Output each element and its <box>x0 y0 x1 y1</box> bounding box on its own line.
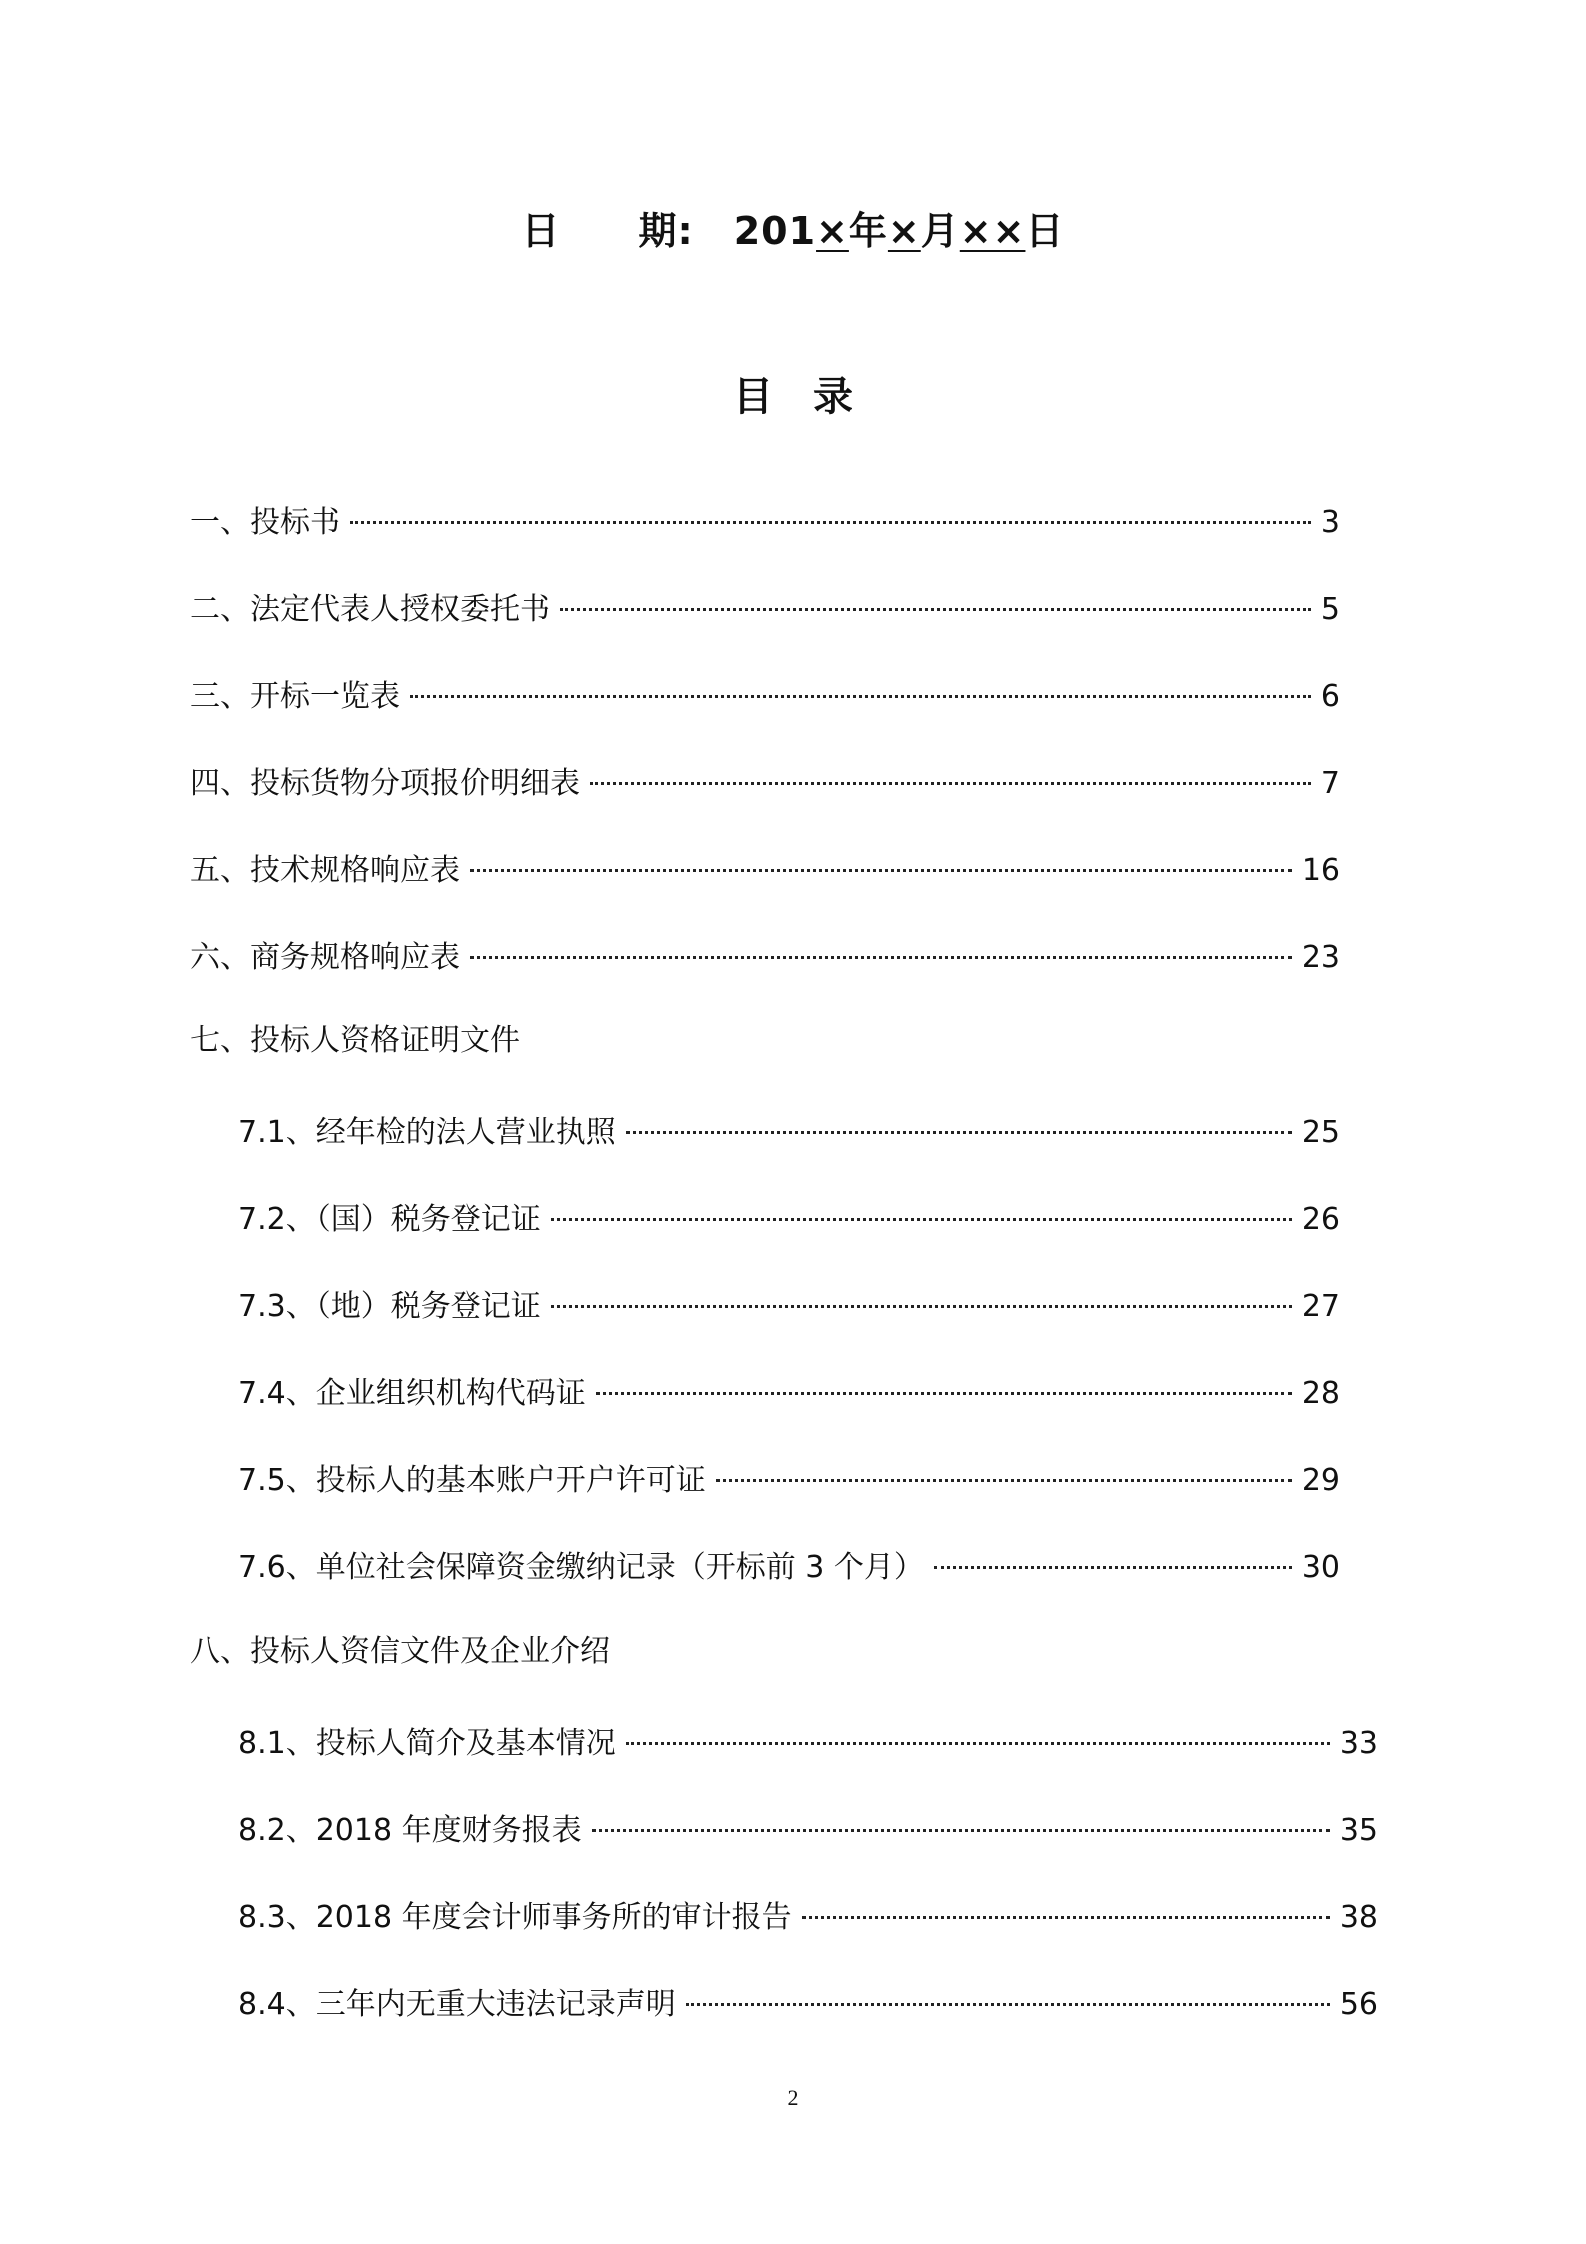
toc-entry[interactable] <box>238 1543 1340 1593</box>
toc-entry-page: 26 <box>1301 1202 1340 1237</box>
date-day-char: 日 <box>1025 209 1065 253</box>
toc-entry-title: 八、投标人资信文件及企业介绍 <box>190 1634 610 1669</box>
toc-entry-title: 四、投标货物分项报价明细表 <box>190 766 580 801</box>
toc-entry-title: 8.3、2018 年度会计师事务所的审计报告 <box>238 1900 792 1935</box>
toc-entry[interactable] <box>238 1108 1340 1158</box>
toc-entry-title: 7.6、单位社会保障资金缴纳记录（开标前 3 个月） <box>238 1550 924 1585</box>
toc-entry-title: 7.4、企业组织机构代码证 <box>238 1376 586 1411</box>
toc-entry-title: 7.3、（地）税务登记证 <box>238 1289 541 1324</box>
toc-entry[interactable] <box>238 1893 1378 1943</box>
toc-dot-leader <box>686 2003 1330 2006</box>
toc-entry-page: 3 <box>1320 505 1340 540</box>
toc-dot-leader <box>934 1566 1292 1569</box>
toc-entry[interactable] <box>238 1456 1340 1506</box>
toc-dot-leader <box>716 1479 1292 1482</box>
toc-entry-title: 三、开标一览表 <box>190 679 400 714</box>
toc-entry-title: 7.5、投标人的基本账户开户许可证 <box>238 1463 706 1498</box>
toc-dot-leader <box>596 1392 1292 1395</box>
toc-entry[interactable] <box>238 1369 1340 1419</box>
toc-dot-leader <box>350 521 1311 524</box>
toc-dot-leader <box>626 1742 1330 1745</box>
toc-entry-title: 一、投标书 <box>190 505 340 540</box>
date-year-blank: × <box>816 209 849 253</box>
toc-entry[interactable] <box>190 498 1340 548</box>
toc-entry-title: 七、投标人资格证明文件 <box>190 1023 520 1058</box>
toc-entry-title: 8.4、三年内无重大违法记录声明 <box>238 1987 676 2022</box>
toc-entry-page: 16 <box>1301 853 1340 888</box>
toc-entry[interactable] <box>190 1016 1340 1066</box>
toc-dot-leader <box>802 1916 1330 1919</box>
toc-entry-title: 8.2、2018 年度财务报表 <box>238 1813 582 1848</box>
toc-entry-title: 7.1、经年检的法人营业执照 <box>238 1115 616 1150</box>
toc-entry[interactable] <box>238 1980 1378 2030</box>
page-number: 2 <box>787 2085 799 2110</box>
toc-dot-leader <box>410 695 1311 698</box>
date-year-char: 年 <box>848 209 888 253</box>
toc-entry-page: 27 <box>1301 1289 1340 1324</box>
toc-entry-title: 五、技术规格响应表 <box>190 853 460 888</box>
toc-entry[interactable] <box>190 585 1340 635</box>
date-label: 日 期: <box>521 209 694 253</box>
toc-dot-leader <box>592 1829 1330 1832</box>
toc-entry-page: 7 <box>1320 766 1340 801</box>
toc-entry-page: 5 <box>1320 592 1340 627</box>
toc-dot-leader <box>470 869 1292 872</box>
toc-entry-page: 23 <box>1301 940 1340 975</box>
date-month-char: 月 <box>920 209 960 253</box>
toc-entry-page: 35 <box>1339 1813 1378 1848</box>
toc-entry-page: 28 <box>1301 1376 1340 1411</box>
toc-title: 目 录 <box>733 374 853 420</box>
date-year-prefix: 201 <box>733 209 817 253</box>
date-month-blank: × <box>887 209 921 253</box>
toc-entry[interactable] <box>238 1282 1340 1332</box>
toc-entry-page: 38 <box>1339 1900 1378 1935</box>
toc-entry[interactable] <box>190 759 1340 809</box>
toc-entry-page: 56 <box>1339 1987 1378 2022</box>
toc-entry-page: 6 <box>1320 679 1340 714</box>
toc-entry[interactable] <box>190 1627 1340 1677</box>
toc-entry-title: 六、商务规格响应表 <box>190 940 460 975</box>
toc-entry[interactable] <box>238 1806 1378 1856</box>
toc-entry-page: 25 <box>1301 1115 1340 1150</box>
toc-entry[interactable] <box>238 1195 1340 1245</box>
toc-entry-title: 7.2、（国）税务登记证 <box>238 1202 541 1237</box>
toc-entry-page: 33 <box>1339 1726 1378 1761</box>
toc-dot-leader <box>590 782 1311 785</box>
date-day-blank: ×× <box>959 209 1026 253</box>
toc-entry[interactable] <box>190 933 1340 983</box>
toc-entry[interactable] <box>190 846 1340 896</box>
toc-entry-title: 8.1、投标人简介及基本情况 <box>238 1726 616 1761</box>
toc-dot-leader <box>551 1218 1292 1221</box>
toc-entry-page: 29 <box>1301 1463 1340 1498</box>
toc-entry-page: 30 <box>1301 1550 1340 1585</box>
toc-dot-leader <box>470 956 1292 959</box>
toc-entry[interactable] <box>238 1719 1378 1769</box>
toc-entry[interactable] <box>190 672 1340 722</box>
toc-entry-title: 二、法定代表人授权委托书 <box>190 592 550 627</box>
toc-dot-leader <box>626 1131 1292 1134</box>
toc-dot-leader <box>560 608 1311 611</box>
toc-dot-leader <box>551 1305 1292 1308</box>
